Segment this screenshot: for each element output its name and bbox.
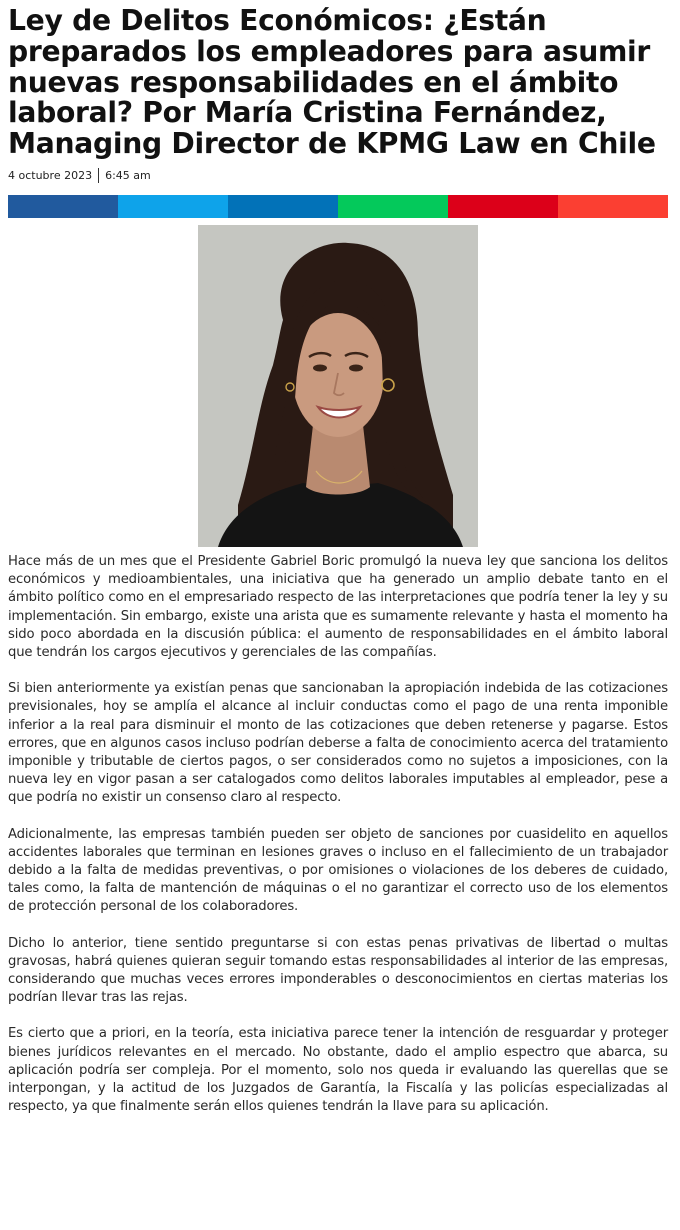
publish-date: 4 octubre 2023 (8, 169, 93, 183)
author-photo (198, 225, 478, 547)
color-bar-segment-2 (118, 195, 228, 218)
article-body (8, 553, 668, 1116)
left-eye (313, 364, 327, 371)
portrait-photo-icon (198, 225, 478, 547)
color-bar-segment-6 (558, 195, 668, 218)
paragraph: Adicionalmente, las empresas también pueden ser objeto de sanciones por cuasidelito en aquellos accidentes laborales que terminan en lesiones graves o incluso en el fallecimiento de un trabajador debido a la falta de medidas preventivas, o por omisiones o violaciones de los deberes de cuidado, tales como, la falta de mantención de máquinas o el no garantizar el correcto uso de los elementos de protección personal de los colaboradores. (8, 826, 668, 915)
meta-separator (98, 168, 99, 183)
color-bar-segment-3 (228, 195, 338, 218)
color-bar (8, 195, 668, 218)
right-eye (349, 364, 363, 371)
color-bar-segment-1 (8, 195, 118, 218)
article-meta (8, 168, 668, 184)
publish-time: 6:45 am (105, 169, 151, 183)
paragraph: Si bien anteriormente ya existían penas que sancionaban la apropiación indebida de las cotizaciones previsionales, hoy se amplía el alcance al incluir conductas como el pago de una renta imponible inferior a la real para disminuir el monto de las cotizaciones que deben retenerse y pagarse. Estos errores, que en algunos casos incluso podrían deberse a falta de conocimiento acerca del tratamiento imponible y tributable de ciertos pagos, o ser considerados como no sujetos a imposiciones, con la nueva ley en vigor pasan a ser catalogados como delitos laborales imputables al empleador, pese a que podría no existir un consenso claro al respecto. (8, 681, 668, 806)
paragraph: Dicho lo anterior, tiene sentido preguntarse si con estas penas privativas de libertad o multas gravosas, habrá quienes quieran seguir tomando estas responsabilidades al interior de las empresas, considerando que muchas veces errores imponderables o desconocimientos en ciertas materias los podrían llevar tras las rejas. (8, 935, 668, 1006)
color-bar-segment-5 (448, 195, 558, 218)
article-title: Ley de Delitos Económicos: ¿Están preparados los empleadores para asumir nuevas responsabilidades en el ámbito laboral? Por María Cristina Fernández, Managing Director de KPMG Law en Chile (8, 4, 656, 161)
color-bar-segment-4 (338, 195, 448, 218)
paragraph: Hace más de un mes que el Presidente Gabriel Boric promulgó la nueva ley que sanciona los delitos económicos y medioambientales, una iniciativa que ha generado un amplio debate tanto en el ámbito político como en el empresariado respecto de las interpretaciones que podría tener la ley y su implementación. Sin embargo, existe una arista que es sumamente relevante y hasta el momento ha sido poco abordada en la discusión pública: el aumento de responsabilidades en el ámbito laboral que tendrán los cargos ejecutivos y gerenciales de las compañías. (8, 553, 668, 660)
paragraph: Es cierto que a priori, en la teoría, esta iniciativa parece tener la intención de resguardar y proteger bienes jurídicos relevantes en el mercado. No obstante, dado el amplio espectro que abarca, su aplicación podría ser compleja. Por el momento, solo nos queda ir evaluando las querellas que se interpongan, y la actitud de los Juzgados de Garantía, la Fiscalía y las policías especializadas al respecto, ya que finalmente serán ellos quienes tendrán la llave para su aplicación. (8, 1026, 668, 1115)
